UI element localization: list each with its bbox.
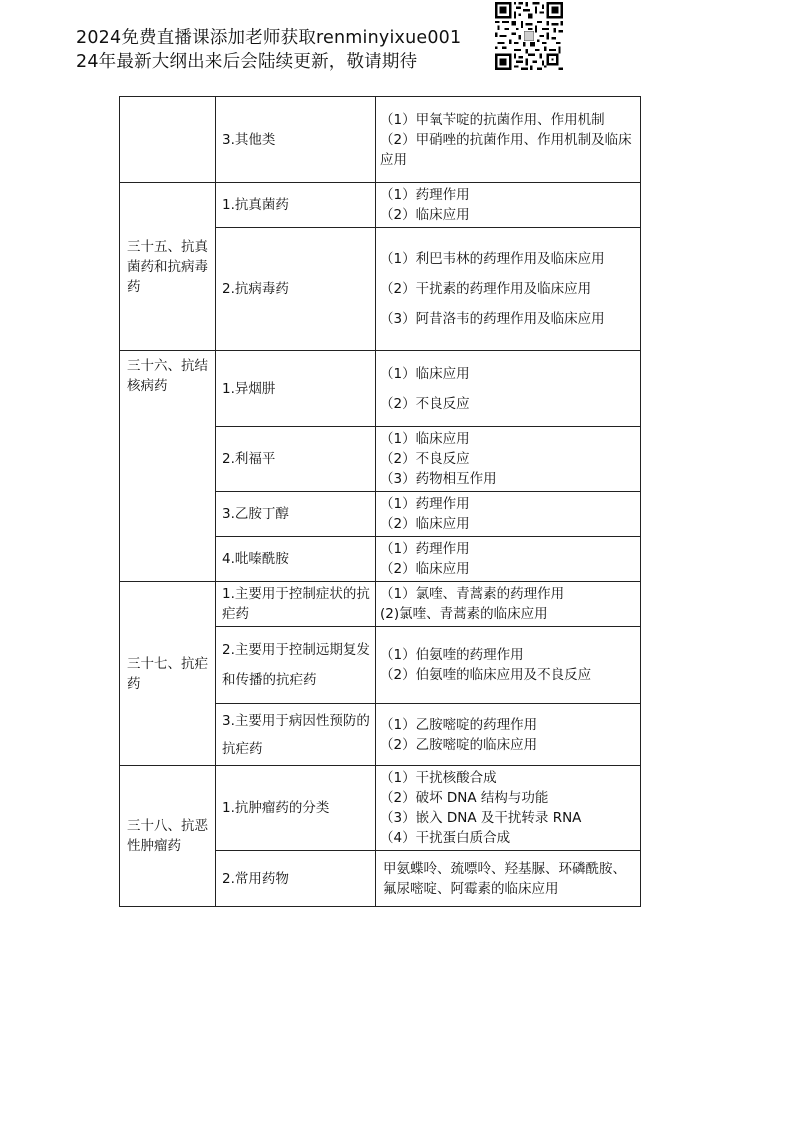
table-row [120,351,641,427]
point-item: （2）干扰素的药理作用及临床应用 [380,281,592,297]
points-cell [376,627,641,704]
point-item: （3）药物相互作用 [380,471,497,487]
table-row [120,183,641,228]
point-item: （1）利巴韦林的药理作用及临床应用 [380,251,605,267]
topic-cell: 2.常用药物 [216,851,376,907]
point-item: （2）不良反应 [380,451,470,467]
points-cell [376,228,641,351]
unit-cell: 三十八、抗恶性肿瘤药 [120,766,216,907]
point-item: （2）临床应用 [380,207,470,223]
topic-cell: 2.主要用于控制远期复发和传播的抗疟药 [216,627,376,704]
topic-cell: 1.抗肿瘤药的分类 [216,766,376,851]
banner-line-2: 24年最新大纲出来后会陆续更新，敬请期待 [76,52,418,72]
point-item: （1）干扰核酸合成 [380,770,497,786]
unit-cell: 三十六、抗结核病药 [120,351,216,582]
topic-cell: 2.利福平 [216,427,376,492]
banner-line-1: 2024免费直播课添加老师获取renminyixue001 [76,28,462,48]
point-item: （2）临床应用 [380,561,470,577]
table-row [120,582,641,627]
point-item: 甲氨蝶呤、巯嘌呤、羟基脲、环磷酰胺、氟尿嘧啶、阿霉素的临床应用 [383,860,626,897]
point-item: (2)氯喹、青蒿素的临床应用 [380,606,548,622]
point-item: （1）临床应用 [380,431,470,447]
topic-cell: 2.抗病毒药 [216,228,376,351]
point-item: （2）破坏 DNA 结构与功能 [380,790,549,806]
topic-cell: 1.主要用于控制症状的抗疟药 [216,582,376,627]
syllabus-table [119,96,641,907]
points-cell [376,851,641,907]
points-cell [376,582,641,627]
points-cell [376,97,641,183]
qr-code-icon [493,2,565,70]
point-item: （2）乙胺嘧啶的临床应用 [380,736,538,753]
points-cell [376,704,641,766]
point-item: （4）干扰蛋白质合成 [380,830,511,846]
topic-cell: 3.乙胺丁醇 [216,492,376,537]
point-item: （1）药理作用 [380,187,470,203]
point-item: （1）临床应用 [380,365,470,382]
point-item: （2）伯氨喹的临床应用及不良反应 [380,667,592,683]
topic-cell: 3.主要用于病因性预防的抗疟药 [216,704,376,766]
point-item: （1）氯喹、青蒿素的药理作用 [380,586,565,602]
point-item: （1）甲氧苄啶的抗菌作用、作用机制 [380,111,605,128]
unit-cell: 三十五、抗真菌药和抗病毒药 [120,183,216,351]
point-item: （1）乙胺嘧啶的药理作用 [380,716,538,733]
topic-cell: 3.其他类 [216,97,376,183]
point-item: （3）嵌入 DNA 及干扰转录 RNA [380,810,582,826]
promo-banner [76,26,461,74]
point-item: （1）药理作用 [380,496,470,512]
points-cell [376,492,641,537]
points-cell [376,427,641,492]
topic-cell: 1.抗真菌药 [216,183,376,228]
table-row [120,97,641,183]
table-row [120,766,641,851]
topic-cell: 1.异烟肼 [216,351,376,427]
unit-cell [120,97,216,183]
points-cell [376,766,641,851]
point-item: （2）不良反应 [380,395,470,412]
unit-cell: 三十七、抗疟药 [120,582,216,766]
point-item: （3）阿昔洛韦的药理作用及临床应用 [380,311,605,327]
topic-cell: 4.吡嗪酰胺 [216,537,376,582]
point-item: （1）伯氨喹的药理作用 [380,647,524,663]
points-cell [376,183,641,228]
points-cell [376,537,641,582]
point-item: （2）临床应用 [380,516,470,532]
point-item: （2）甲硝唑的抗菌作用、作用机制及临床应用 [380,131,632,168]
point-item: （1）药理作用 [380,541,470,557]
points-cell [376,351,641,427]
